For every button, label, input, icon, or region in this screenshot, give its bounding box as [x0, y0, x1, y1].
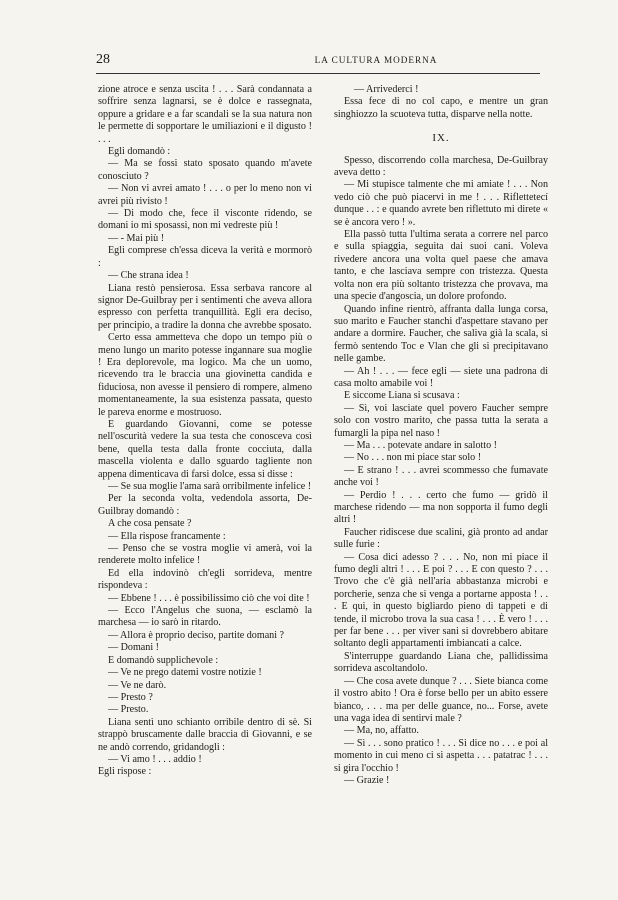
right-text-column — [334, 84, 548, 787]
paragraph: — Sì . . . sono pratico ! . . . Si dice no . . . e poi al momento in cui meno ci si aspetta . . . patatrac ! . . . si gira l'occhio ! — [334, 737, 548, 774]
paragraph: E guardando Giovanni, come se potesse nell'oscurità vedere la sua testa che conosceva così bene, quella testa dalla fronte cocciuta, dalla mascella violenta e dallo sguardo tagliente non appena dimenticava di farsi dolce, essa si disse : — [98, 418, 312, 480]
paragraph: Ella passò tutta l'ultima serata a correre nel parco e sulla spiaggia, seguita dai suoi cani. Voleva rivedere ancora una volta quel paese che amava tanto, e che lasciava sempre con tristezza. Questa volta non era più soltanto tristezza che provava, ma una specie d'angoscia, un dolore profondo. — [334, 229, 548, 303]
paragraph: — Ella rispose francamente : — [108, 530, 226, 542]
paragraph: Faucher ridiscese due scalini, già pronto ad andar sulle furie : — [334, 526, 548, 551]
paragraph: — Che strana idea ! — [108, 270, 189, 282]
paragraph: E domandò supplichevole : — [108, 654, 219, 666]
paragraph: Certo essa ammetteva che dopo un tempo più o meno lungo un marito potesse ingannare sua moglie ! Era deplorevole, ma logico. Ma che un uomo, ricevendo tra le braccia una giovinetta candida e fiduciosa, non avesse il pensiero di rompere, almeno momentaneamente, la sua esistenza passata, questo le pareva enorme e mostruoso. — [98, 332, 312, 418]
paragraph: — Perdio ! . . . certo che fumo — gridò il marchese ridendo — ma non sopporta il fumo degli altri ! — [334, 489, 548, 526]
paragraph: Per la seconda volta, vedendola assorta, De-Guilbray domandò : — [98, 493, 312, 517]
paragraph: — Se sua moglie l'ama sarà orribilmente infelice ! — [108, 481, 312, 492]
paragraph: — - Mai più ! — [108, 232, 165, 244]
paragraph: — Ebbene ! . . . è possibilissimo ciò che voi dite ! — [108, 592, 310, 604]
left-text-column — [98, 84, 312, 779]
paragraph: — E strano ! . . . avrei scommesso che fumavate anche voi ! — [334, 464, 548, 489]
paragraph: Liana sentì uno schianto orribile dentro di sè. Si strappò bruscamente dalle braccia di Giovanni, e se ne andò correndo, gridandogli : — [98, 716, 312, 753]
page-header — [96, 52, 536, 72]
paragraph: — Mi stupisce talmente che mi amiate ! . . . Non vedo ciò che può piacervi in me ! . . . Riflettetecí dunque . . : e quando avrete ben riflettuto mi direte « se è ancora vero ! ». — [334, 179, 548, 228]
paragraph: — Vi amo ! . . . addio ! — [108, 753, 202, 765]
header-rule — [96, 73, 540, 74]
paragraph: — Non vi avrei amato ! . . . o per lo meno non vi avrei più rivisto ! — [98, 183, 312, 207]
paragraph: A che cosa pensate ? — [108, 518, 192, 530]
paragraph: — Ve ne darò. — [108, 679, 167, 691]
paragraph: — Grazie ! — [344, 774, 390, 786]
page-number: 28 — [96, 52, 110, 67]
paragraph: — Presto ? — [108, 691, 153, 703]
paragraph: Quando infine rientrò, affranta dalla lunga corsa, suo marito e Faucher stanchi d'aspettare stavano per andare a dormire. Faucher, che saliva già la scala, si fermò sentendo Toc e Vlan che gli si precipitavano nelle gambe. — [334, 303, 548, 365]
paragraph: zione atroce e senza uscita ! . . . Sarà condannata a soffrire senza lagnarsi, se è dolce e rassegnata, oppure a gridare e a far scandali se la sua natura non le permette di sopportare le umiliazioni e il digusto ! . . . — [98, 84, 312, 145]
paragraph: Spesso, discorrendo colla marchesa, De-Guilbray aveva detto : — [334, 154, 548, 179]
paragraph: — Presto. — [108, 704, 149, 716]
paragraph: — Sì, voi lasciate quel povero Faucher sempre solo con vostro marito, che passa tutta la serata a fumargli la pipa nel naso ! — [334, 402, 548, 439]
paragraph: — Ma . . . potevate andare in salotto ! — [344, 439, 498, 451]
paragraph: — Ma, no, affatto. — [344, 725, 419, 737]
paragraph: S'interruppe guardando Liana che, pallidissima sorrideva ascoltandolo. — [334, 650, 548, 675]
paragraph: — Arrivederci ! — [354, 84, 419, 95]
paragraph: — Ecco l'Angelus che suona, — esclamò la marchesa — io sarò in ritardo. — [98, 605, 312, 629]
paragraph: E siccome Liana si scusava : — [344, 390, 460, 402]
paragraph: — Allora è proprio deciso, partite domani ? — [108, 629, 285, 641]
paragraph: — Cosa dici adesso ? . . . No, non mi piace il fumo degli altri ! . . . E poi ? . . . E con questo ? . . . Trovo che c'è già nell'aria abbastanza microbi e porcherie, senza che si venga a portarne apposta ! . . . E qui, in questo bigliardo pieno di tappeti e di tende, il microbo trova la sua casa ! . . . È vero ! . . . per far bene . . . per viver sani si dovrebbero abitare soltanto degli appartamenti imbiancati a calce. — [334, 551, 548, 650]
paragraph: Egli comprese ch'essa diceva la verità e mormorò : — [98, 245, 312, 269]
paragraph: Egli domandò : — [108, 146, 171, 158]
paragraph: — Di modo che, fece il visconte ridendo, se domani io mi sposassi, non mi vedreste più ! — [98, 208, 312, 232]
paragraph: Essa fece di no col capo, e mentre un gran singhiozzo la scuoteva tutta, disparve nella notte. — [334, 96, 548, 120]
paragraph: — Penso che se vostra moglie vi amerà, voi la renderete molto infelice ! — [98, 543, 312, 567]
paragraph: Ed ella indovinò ch'egli sorrideva, mentre rispondeva : — [98, 567, 312, 592]
paragraph: — Ma se fossi stato sposato quando m'avete conosciuto ? — [98, 158, 312, 182]
paragraph: — Domani ! — [108, 642, 160, 654]
paragraph: — No . . . non mi piace star solo ! — [344, 452, 482, 464]
paragraph: Egli rispose : — [98, 766, 152, 778]
paragraph: — Ah ! . . . — fece egli — siete una padrona di casa molto amabile voi ! — [334, 365, 548, 389]
paragraph: — Ve ne prego datemi vostre notizie ! — [108, 667, 262, 679]
running-title: LA CULTURA MODERNA — [314, 55, 438, 65]
paragraph: Liana restò pensierosa. Essa serbava rancore al signor De-Guilbray per i sentimenti che aveva allora espresso con perfetta tranquillità. Egli era deciso, per principio, a tradire la donna che avrebbe sposato. — [98, 282, 312, 331]
chapter-heading: IX. — [432, 132, 450, 145]
paragraph: — Che cosa avete dunque ? . . . Siete bianca come il vostro abito ! Ora è forse bello per un abito essere bianco, . . . ma per delle guance, no... Forse, avete una vaga idea di sentirvi male ? — [334, 675, 548, 724]
